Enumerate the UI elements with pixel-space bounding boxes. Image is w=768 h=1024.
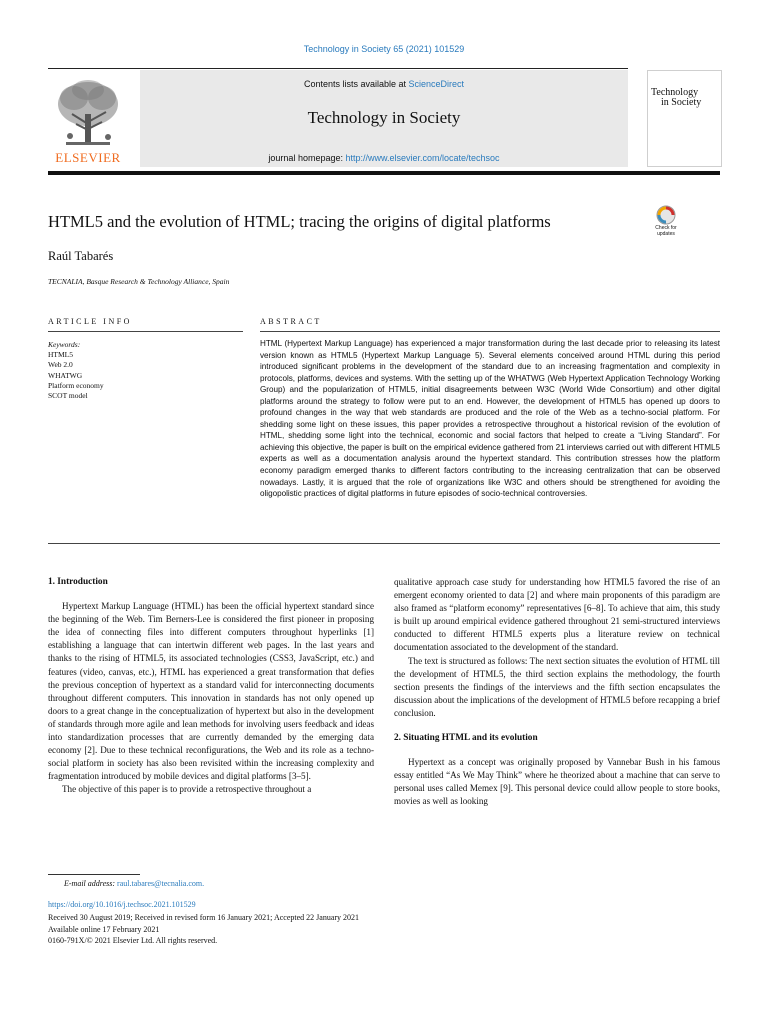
header-rule (48, 68, 628, 69)
journal-citation-link[interactable]: Technology in Society 65 (2021) 101529 (303, 44, 465, 54)
journal-cover-thumbnail[interactable] (647, 70, 722, 167)
homepage-link[interactable]: http://www.elsevier.com/locate/techsoc (345, 153, 500, 163)
received-dates: Received 30 August 2019; Received in revised form 16 January 2021; Accepted 22 January 2021 (48, 913, 360, 922)
sciencedirect-link[interactable]: ScienceDirect (408, 79, 465, 89)
author-name[interactable]: Raúl Tabarés (48, 249, 114, 263)
keyword-item: Web 2.0 (48, 360, 73, 370)
keyword-item: WHATWG (48, 370, 83, 380)
section-heading-introduction: 1. Introduction (48, 577, 108, 587)
cover-title-line2: in Society (661, 97, 702, 108)
abstract-rule (260, 331, 720, 332)
copyright-notice: 0160-791X/© 2021 Elsevier Ltd. All rights reserved. (48, 936, 218, 945)
check-for-updates-badge[interactable] (648, 204, 684, 240)
footnote-rule (48, 874, 140, 875)
author-affiliation: TECNALIA, Basque Research & Technology Alliance, Spain (48, 277, 230, 286)
email-link[interactable]: raul.tabares@tecnalia.com. (117, 879, 205, 888)
doi-link[interactable]: https://doi.org/10.1016/j.techsoc.2021.101529 (48, 900, 196, 909)
email-footnote (64, 879, 204, 888)
article-info-label: ARTICLE INFO (48, 317, 132, 326)
badge-line2: updates (657, 231, 675, 237)
intro-paragraph-3: qualitative approach case study for understanding how HTML5 favored the rise of an emergent economy oriented to data [2] and where main proponents of this paradigm are also framed as “platform economy” representatives [6–8]. To achieve that aim, this study is built up around empirical evidence gathered throughout 21 semi-structured interviews conducted to different HTML5 experts plus a literature review on technical documentation associated to the development of the standard. (394, 577, 720, 653)
abstract-label: ABSTRACT (260, 317, 322, 326)
keywords-title: Keywords: (48, 340, 81, 349)
journal-homepage-line (140, 153, 628, 163)
intro-paragraph-1: Hypertext Markup Language (HTML) has been the official hypertext standard since the beginning of the Web. Tim Berners-Lee is considered the first pioneer in proposing the idea of connecting files into different computers throughout hyperlinks [1] establishing a language that can intertwin different web pages. In the last years and thanks to the rising of HTML5, its associated technologies (CSS3, JavaScript, etc.) and features (video, canvas, etc.), HTML has experienced a great transformation that defies the previous conception of hypertext as a standard valid for interconnecting documents throughout different computers. This innovation in standards has not only opened up doors to a great change in the conceptualization of hypertext but also in the development of standards through more agile and lean methods for involving users feedback and ideas into standardization processes that are currently demanded by the emerging data economy [2]. Due to these technical reconfigurations, the Web and its role as a techno-social platform in society has also been revisited within the increasing complexity and fragmentation introduced by mobile devices and digital platforms [3–5]. (48, 601, 374, 782)
homepage-label: journal homepage: (268, 153, 346, 163)
keywords-list (48, 350, 104, 401)
keyword-item: Platform economy (48, 380, 104, 390)
abstract-text: HTML (Hypertext Markup Language) has experienced a major transformation during the last decade prior to releasing its latest version known as HTML5 (Hypertext Markup Language 5). Several elements conceived around HTML during this period introduced significant problems in the development of the standard due to an increasing fragmentation and complexity in protocols, platforms, devices and systems. With the setting up of the WHATWG (Web Hypertext Application Technology Working Group) and the popularization of HTML5, initial disagreements between W3C (World Wide Consortium) and other digital platforms around the strategy to follow were put to an end. However, the development of HTML5 has opened up doors to profound changes in the way that web standards are produced and the role of the Web as a techno-social platform. For shedding some light on these issues, this paper provides a retrospective throughout a historical revision of the evolution of HTML, shedding some light into the technical, economic and social factors that helped to create a “Living Standard”. For achieving this objective, the paper is built on the empirical evidence gathered from 21 interviews carried out with different HTML5 experts as well as a documentation analysis around the hypertext standard. This contribution stresses how the platform economy paradigm emerged thanks to different factors contributing to the increasing centralization that can be observed nowadays. Lastly, it is argued that the role of organizations like W3C and others should be strengthened for avoiding the oligopolistic practices of digital platforms in future episodes of socio-technical controversies. (260, 339, 720, 499)
body-right-column (394, 576, 720, 809)
abstract-bottom-rule (48, 543, 720, 544)
header-thick-rule (48, 171, 720, 175)
intro-paragraph-2: The objective of this paper is to provide a retrospective throughout a (62, 784, 312, 795)
journal-title: Technology in Society (307, 108, 461, 127)
section2-paragraph-1: Hypertext as a concept was originally proposed by Vannebar Bush in his famous essay entitled “As We May Think” where he theorized about a machine that can serve to personal uses called Memex [9]. This personal device could allow people to store books, movies as well as looking (394, 757, 720, 807)
section-heading-situating-html: 2. Situating HTML and its evolution (394, 733, 538, 744)
article-title: HTML5 and the evolution of HTML; tracing the origins of digital platforms (48, 212, 551, 231)
article-info-rule (48, 331, 243, 332)
email-label: E-mail address: (64, 879, 118, 888)
available-online: Available online 17 February 2021 (48, 924, 160, 934)
keyword-item: HTML5 (48, 350, 73, 359)
publication-dates (48, 912, 359, 947)
body-left-column (48, 576, 374, 797)
badge-line1: Check for (655, 225, 677, 231)
contents-line (140, 79, 628, 89)
intro-paragraph-4: The text is structured as follows: The next section situates the evolution of HTML till the development of HTML5, the third section explains the methodology, the fourth section presents the findings of the interviews and the fifth section encapsulates the discussion about the implications of the development of HTML5 before recapping a brief conclusion. (394, 655, 720, 718)
contents-prefix: Contents lists available at (303, 79, 409, 89)
cover-title (651, 88, 717, 108)
publisher-name: ELSEVIER (55, 150, 121, 165)
cover-title-line1: Technology (651, 87, 699, 98)
keyword-item: SCOT model (48, 391, 88, 401)
